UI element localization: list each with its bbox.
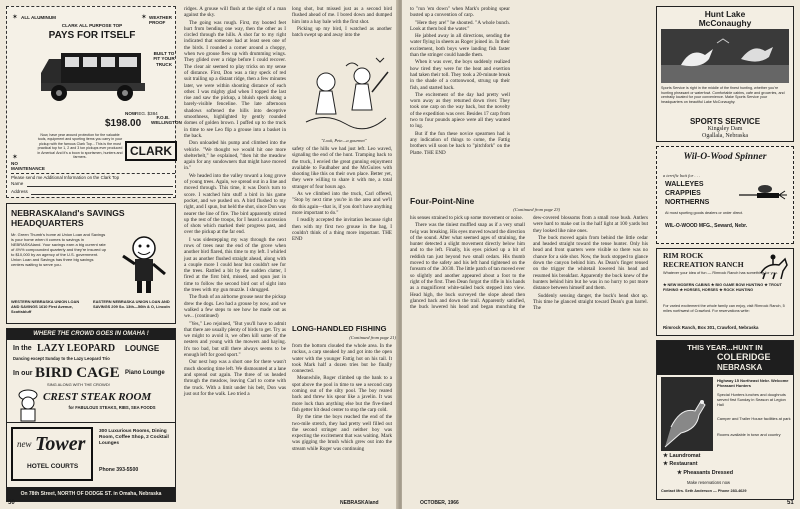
coleridge-sub: Highway 15 Northeast Nebr. Welcome Pheasant Hunters xyxy=(717,378,789,388)
now-label: NOW xyxy=(125,111,137,116)
sports-service-name: SPORTS SERVICE xyxy=(689,117,761,126)
right-page-number: 51 xyxy=(787,500,794,506)
crest-subtitle: for FABULOUS STEAKS, RIBS, SEA FOODS xyxy=(68,405,156,410)
birdcage-note: SING ALONG WITH THE CROWD! xyxy=(47,382,110,387)
omaha-nightlife-ad xyxy=(6,328,176,502)
fishing-story-title: LONG-HANDLED FISHING xyxy=(292,324,387,333)
coleridge-header-bar xyxy=(657,341,793,375)
sports-service-place: Kingsley Dam xyxy=(707,126,743,132)
fob-label: F.O.B. WELLINGTON xyxy=(151,115,182,126)
clark-brand-logo: CLARK xyxy=(125,141,177,161)
rimrock-title: RIM ROCK RECREATION RANCH xyxy=(663,251,744,269)
coleridge-header-3: NEBRASKA xyxy=(717,363,763,372)
savings-ad-title: NEBRASKAland's SAVINGS HEADQUARTERS xyxy=(11,208,125,228)
coleridge-contact: Contact Mrs. Seth Anderson — Phone 283-4629 xyxy=(661,489,747,493)
coleridge-footer-3: ★ Pheasants Dressed xyxy=(677,470,734,476)
omaha-banner: WHERE THE CROWD GOES IN OMAHA ! xyxy=(7,329,175,340)
four-point-nine-column xyxy=(410,215,648,495)
fishing-continued-note: (Continued from page 21) xyxy=(349,335,396,340)
address-field-line xyxy=(31,194,173,195)
story-paragraph: long shot, but missed just as a second bird flushed ahead of me. I bored down and dumped him into a hay bale with the first shot. xyxy=(292,6,392,25)
horse-rider-icon xyxy=(757,253,791,281)
bird-cage-name: BIRD CAGE xyxy=(35,365,120,381)
lounge-subtitle: Dancing except Sunday to the Lazy Leopard Trio xyxy=(13,356,110,361)
story-paragraph: As we climbed into the truck, Carl offered, "Stop by next time you're in the area and we'll do this again—that is, if you don't have anything more important to do." xyxy=(292,191,392,216)
story-paragraph: When it was over, the boys suddenly realized how tired they were for the heat and exertion had taken their toll. They took a 20-minute break in the shade of a cottonwood, strung up their fish, and started back. xyxy=(410,59,510,91)
rimrock-body: For varied excitement the whole family can enjoy, visit Rimrock Ranch, 5 miles northwest of Crawford. For reservations write: xyxy=(663,304,785,313)
story-column-1 xyxy=(184,6,286,494)
address-field-label: Address xyxy=(11,189,28,194)
no-maintenance-label: NO MAINTENANCE xyxy=(11,161,45,172)
name-field-label: Name xyxy=(11,181,24,186)
spinner-lure-icon xyxy=(737,175,789,213)
tower-features: 300 Luxurious Rooms, Dining Room, Coffee Shop, 2 Cocktail Lounges xyxy=(99,429,169,446)
four-point-nine-title: Four-Point-Nine xyxy=(410,196,475,206)
story-paragraph: Our next hop was a short one for there wasn't much shooting time left. We dismounted at a lane and spread out again. The three of us headed through the meadow, leaving Carl to come with the truck. With a limit under his belt, Don was just out for the walk. Leo tried a xyxy=(184,359,286,397)
story-paragraph: He jabbed away in all directions, sending the water flying in sheets as Roger joined in. In their excitement, both boys were landing fish faster than the stringer could handle them. xyxy=(410,33,510,59)
story-paragraph: to "run 'em down" when Mark's probing spear busted up a convention of carp. xyxy=(410,6,510,19)
coleridge-footer-1: ★ Laundromat xyxy=(663,453,701,459)
story-paragraph: There was the tiniest muffled snap as if a very small twig was breaking. His eyes moved toward the direction of the sound. After what seemed ages of straining, the hunter detected a slight movement directly below him and to the left. Finally, his eyes picked up a bit of reddish tan just beyond two small cedars. His thumb moved to the safety and his left hand tightened on the forearm of the .30/30. The little patch of tan moved ever so slightly and another appeared about a foot to the right of the first. Then Dean forgot the rifle in his hands as a magnificent white-tailed buck stepped into view. Head high, the buck surveyed the slope ahead then glanced back and down the trail. Apparently satisfied, the buck lowered his head and began munching the dew-covered blossoms from a small rose bush. Antlers were hard to make out in the half light at 100 yards but they looked like nine ones. xyxy=(410,215,648,311)
star-icon: ✶ xyxy=(12,153,18,161)
fishing-story-column xyxy=(292,343,392,495)
rimrock-items: ★ NEW MODERN CABINS ★ BIG GAME BOW HUNTING ★ TROUT FISHING ★ HORSES, HORSES ★ ROCK HUNTING xyxy=(663,283,782,292)
left-page-magazine-name: NEBRASKAland xyxy=(340,500,379,506)
mcconaughy-title: Hunt Lake McConaughy xyxy=(698,9,752,28)
coleridge-footer-2: ★ Restaurant xyxy=(663,461,698,467)
wilowood-tagline: a terrific bait for . . . xyxy=(663,173,701,178)
story-paragraph: I was sidestepping my way through the next rows of trees near the end of the grove when another bird flared, this time to my left. I whirled just as another flushed straight ahead, along with a couple more I could hear but couldn't see for the trees. Rattled a bit by the sudden clatter, I fired at the first bird, missed, and spun just in time to follow the second bird out of sight into the trees with my gun muzzle. I shrugged. xyxy=(184,236,286,294)
tower-phone: Phone 393-5500 xyxy=(99,467,139,473)
clark-body-text: Now, have year around protection for the valuable tools, equipment and sporting items you carry in your pickup with the famous Clark Top... This is the most practical top for 1, 2 and 3 ton pickups ever produced in America! And it's a boon to sportsmen, hunters and farmers. xyxy=(37,133,123,160)
story-paragraph: But if the fun these novice spearmen had is any indication of things to come, the Fattig brothers will soon be back to "pitchfork" on the Platte. THE END xyxy=(410,130,510,156)
sports-service-city: Ogallala, Nebraska xyxy=(702,133,748,139)
reg-price: REG. $384 xyxy=(135,111,158,116)
coleridge-nebraska-ad xyxy=(656,340,794,500)
pickup-truck-illustration xyxy=(39,45,149,109)
story-column-3 xyxy=(410,6,510,166)
lounge-in-label: In the xyxy=(13,345,32,352)
hotel-courts-label: HOTEL COURTS xyxy=(27,463,79,470)
wilowood-title: Wil-O-Wood Spinner xyxy=(683,151,767,162)
star-icon: ✶ xyxy=(141,13,147,21)
story-paragraph: "Here they are!" he shouted. "A whole bunch. Look at them boil the water." xyxy=(410,19,510,32)
story-paragraph: By the time the boys reached the end of the two-mile stretch, they had pretty well filled out the second stringer and neither boy was expecting the excitement that was waiting. Mark was gigging the brush which grew out into the stream while Roger was continuing xyxy=(292,414,392,452)
rimrock-sub: Whatever your idea of fun — Rimrock Ranch has something for you. xyxy=(663,271,778,275)
story-paragraph: Suddenly sensing danger, the buck's head shot up. This time he glanced straight toward Dean's gun barrel. The xyxy=(533,292,648,312)
coleridge-bullet: Rooms available in town and country xyxy=(717,432,781,437)
cartoon-illustration xyxy=(296,52,392,136)
goose-illustration-icon xyxy=(661,29,789,83)
all-aluminum-label: ALL ALUMINUM xyxy=(21,15,56,20)
birdcage-in-label: In our xyxy=(13,370,33,377)
coleridge-header-2: COLERIDGE xyxy=(717,352,771,362)
clark-headline-small: CLARK ALL PURPOSE TOP xyxy=(61,23,123,28)
sale-price: $198.00 xyxy=(105,118,142,129)
clark-coupon-text: Please send me Additional Information on the Clark Top xyxy=(11,173,175,180)
western-branch-info: WESTERN NEBRASKA UNION LOAN AND SAVINGS 1610 First Avenue, Scottsbluff xyxy=(11,299,80,314)
piano-lounge-label: Piano Lounge xyxy=(125,370,165,376)
right-page xyxy=(402,0,800,509)
story-paragraph: I readily accepted the invitation because right then with my first two grouse in the bag, I couldn't think of a thing more important. THE END xyxy=(292,217,392,243)
coleridge-bullet: Camper and Trailer House facilities at park xyxy=(717,416,791,421)
wilowood-fish-3: NORTHERNS xyxy=(665,199,710,206)
union-loan-savings-ad xyxy=(6,203,176,324)
mcconaughy-body: Sports Service is right in the middle of the finest hunting, whether you're hunting pheasant or waterfowl. Comfortable cabins, cafe and groceries, and centrally located for your convenience. Make Sports Service your headquarters on beautiful Lake McConaughy. xyxy=(661,86,785,104)
story-paragraph: The excitement of the day had pretty well worn away as they returned down river. They took one carp on the way back, but the novelty of the expedition was over. Besides 17 carp from two to four pounds apiece were all they wanted to lug. xyxy=(410,91,510,130)
wilowood-fish-2: CRAPPIES xyxy=(665,190,701,197)
cartoon-caption: "Look, Pete—a gourmet" xyxy=(321,138,367,143)
name-field-line xyxy=(27,186,173,187)
clark-headline-big: PAYS FOR ITSELF xyxy=(48,30,136,41)
green-thumb-mascot-icon xyxy=(119,234,169,296)
crest-steak-room-name: CREST STEAK ROOM xyxy=(43,391,152,403)
story-paragraph: "Yes," Leo rejoined, "But you'll have to admit that there are usually plenty of birds to get. Try as we might to avoid it, we often kill some of the nesters and young with the mowers and haying. It's too bad, but still there always seems to be enough left for good sport." xyxy=(184,320,286,359)
left-page-number: 50 xyxy=(8,500,15,506)
chef-illustration-icon xyxy=(15,389,41,421)
rim-rock-ranch-ad xyxy=(656,248,794,336)
story-paragraph: Picking up my bird, I watched as another batch swept up and away into the xyxy=(292,25,392,39)
story-column-4-top xyxy=(516,6,648,194)
story-paragraph: from the bottom clouded the whole area. In the ruckus, a carp sneaked by and got into the open water with the younger Fattig hot on his tail. It took Mark half a dozen tries but he finally connected. xyxy=(292,343,392,375)
tower-divider xyxy=(7,422,175,423)
four-point-nine-continued: (Continued from page 23) xyxy=(513,207,560,212)
story-paragraph: ridges. A grouse will flush at the sight of a man against the sky. xyxy=(184,6,286,19)
story-paragraph: The flush of an airborne grouse near the pickup drew the dogs. Leo had a grouse by now, and we walked a few steps to see how he made out as we... (continued) xyxy=(184,294,286,320)
clark-top-ad xyxy=(6,6,182,198)
coleridge-footer-4: Make reservations now xyxy=(687,480,731,485)
savings-ad-body: Mr. Green Thumb's home at Union Loan and Savings is your home when it comes to savings in NEBRASKAland. Your savings earn a big current rate of 4½% compounded quarterly and they're insured up to $10,000 by an agency of the U.S. government. Union Loan and Savings has three big savings centers waiting to serve you. xyxy=(11,232,107,267)
wilowood-fish-1: WALLEYES xyxy=(665,181,704,188)
right-page-date: OCTOBER, 1966 xyxy=(420,500,459,506)
eastern-branch-info: EASTERN NEBRASKA UNION LOAN AND SAVINGS 209 So. 13th—56th & O, Lincoln xyxy=(93,299,170,309)
story-paragraph: safety of the hills we had just left. Leo waved, signaling the end of the hunt. Tramping back to the truck, I envied the great gunning enjoyment available to Faulhaber and the McGuires with shooting like this on their own place. Better yet, they were willing to share it with me, a total stranger of four hours ago. xyxy=(292,146,392,190)
coleridge-header-1: THIS YEAR...HUNT IN xyxy=(687,343,763,352)
coleridge-bullet: Special Hunters lunches and doughnuts served first Sunday in Season at Legion Hall xyxy=(717,392,786,407)
story-column-2b xyxy=(292,146,392,308)
wil-o-wood-spinner-ad xyxy=(656,146,794,244)
story-paragraph: Don unloaded his pump and climbed into the vehicle. "We thought we would hit one more shelterbelt," he explained, "then hit the meadow again for any sundowners that might have moved in." xyxy=(184,140,286,172)
story-paragraph: We headed into the valley toward a long grove of young trees. Again, we spread out in a line and moved through. This time, it was Don's turn to score. I watched him stuff a bird in his game pocket, and we pushed on. A bird flushed to my right, and I spun, but held the shot, since Don was nearer the line of fire. The bird apparently stirred up the rest of the troops, for I heard a succession of shots which marked their progress past, and over the pickup at the far end. xyxy=(184,172,287,236)
story-paragraph: Meanwhile, Roger climbed up the bank to a spot above the pool in time to see a second carp coming out of the silty pool. The boy reared back and threw his spear like a javelin. It was more luck than anything else but the five-tined fish getter hit dead center to stop the carp cold. xyxy=(292,375,392,413)
story-column-2 xyxy=(292,6,392,46)
pheasant-illustration-icon xyxy=(661,377,713,451)
story-paragraph: his senses strained to pick up some movement or noise. xyxy=(410,215,523,221)
star-icon: ✶ xyxy=(12,13,18,21)
lazy-leopard-name: LAZY LEOPARD xyxy=(37,343,116,354)
tower-new-label: new xyxy=(17,439,32,449)
weather-proof-label: WEATHER PROOF xyxy=(149,15,172,26)
tower-address: On 78th Street, NORTH OF DODGE ST. in Omaha, Nebraska xyxy=(7,487,175,501)
story-paragraph: The going was rough. First, my booted feet hurt from bending one way, then the other as I circled through the hills. A shot far to my right indicated that someone had at least seen one of the birds. I rounded a corner around a choppy, when two grouse flew up with drumming wings. They glided over a ridge before I could recover. The clear air seemed to play tricks on my sense of distance. First, Don was a tiny speck of red suit trailing up a distant ridge, then a few minutes later, we were within shooting distance of each other. I was mighty glad when I topped the last rise and saw the pickup, a bluish speck along a barely-visible fenceline. The late afternoon shadows softened the hills into deceptive smoothness, highlighted by gently rounded domes of golden brown. I puffed up to the truck in time to see Leo flip a grouse into a basket in the back. xyxy=(184,19,286,139)
tower-name: Tower xyxy=(35,433,86,455)
new-tower-logo-box xyxy=(11,427,93,481)
rimrock-address: Rimrock Ranch, Box 301, Crawford, Nebraska xyxy=(663,325,759,330)
lounge-word: LOUNGE xyxy=(125,344,160,353)
built-to-fit-label: BUILT TO FIT YOUR TRUCK xyxy=(153,51,175,67)
lake-mcconaughy-ad xyxy=(656,6,794,142)
wilowood-body: At most sporting goods dealers or order direct. xyxy=(665,211,744,215)
story-paragraph: The buck moved again from behind the little cedar and headed straight toward the tense hunter. Only his head and front quarters were visible so there was no chance for a side shot. Now, the buck stopped to glance down the canyon behind him. As Dean's finger tensed on the trigger the whitetail lowered his head and resumed his breakfast. Apparently the buck knew of the hunters behind him but he was in no hurry to put more distance between himself and them. xyxy=(533,234,648,292)
left-page xyxy=(0,0,398,509)
wilowood-maker: WIL-O-WOOD MFG., Seward, Nebr. xyxy=(665,223,748,229)
